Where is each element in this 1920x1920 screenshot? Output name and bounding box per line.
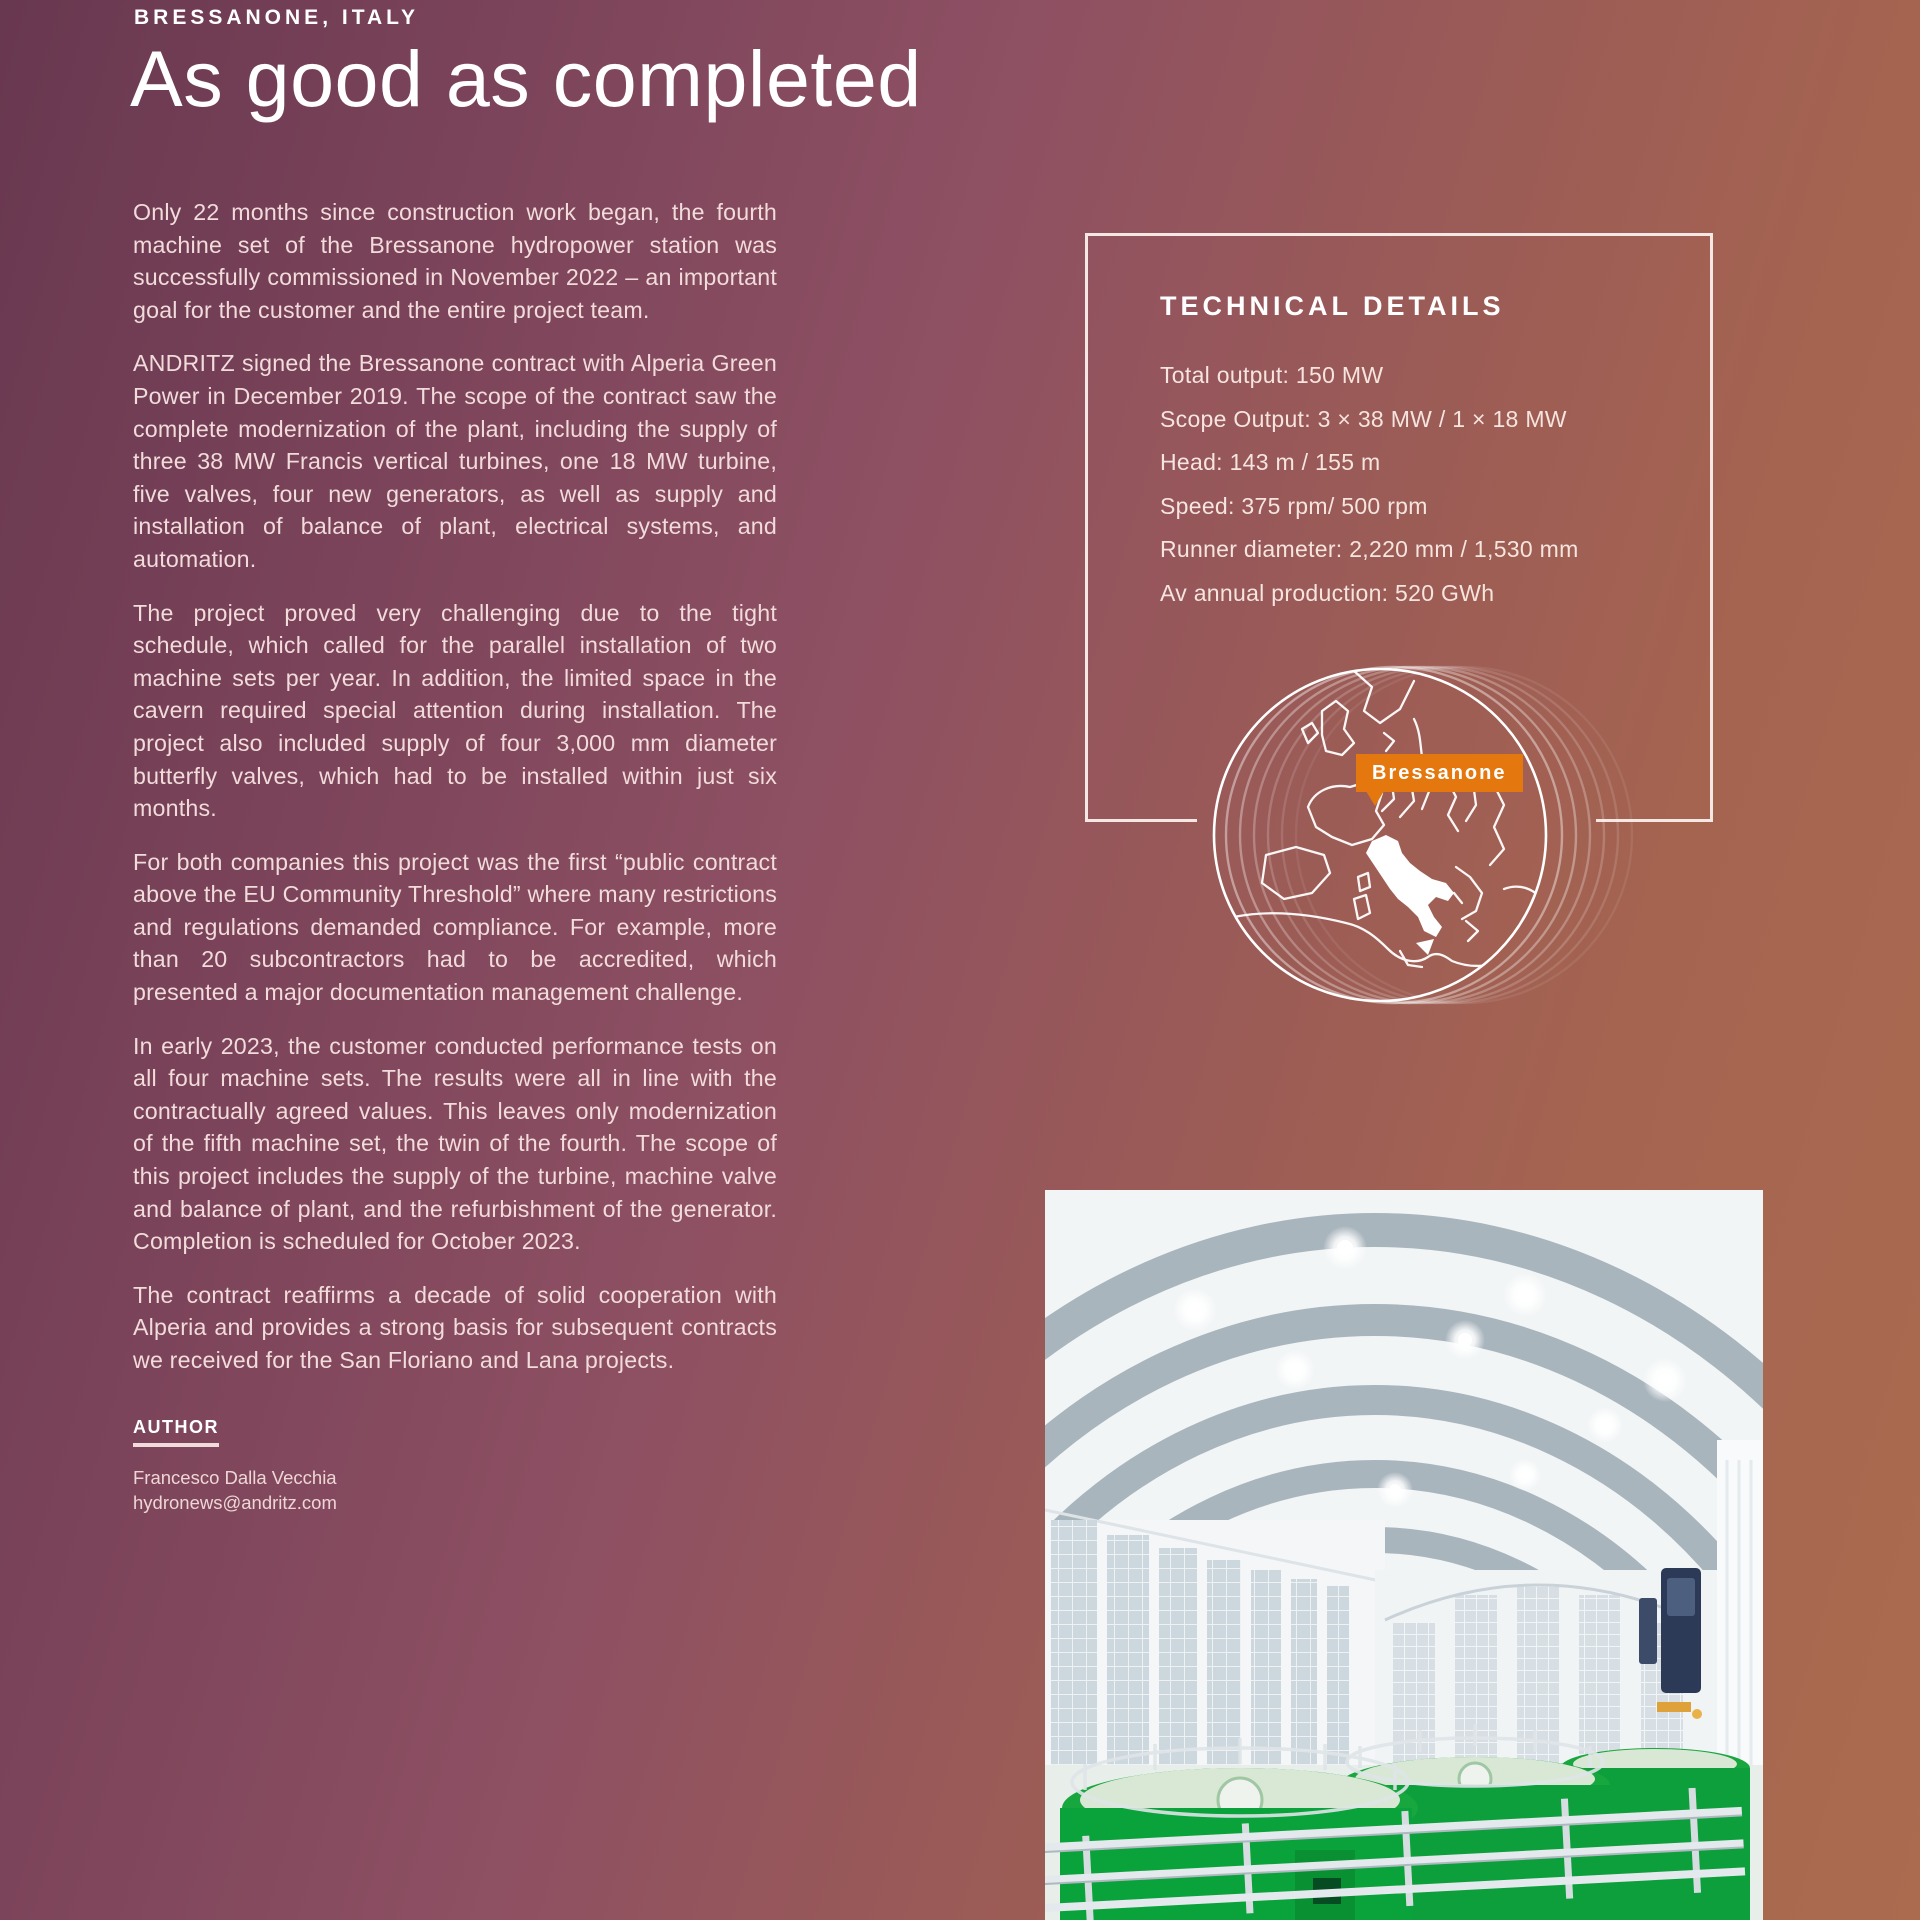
tech-detail-annual-production: Av annual production: 520 GWh	[1160, 579, 1495, 606]
article-paragraph: ANDRITZ signed the Bressanone contract with Alperia Green Power in December 2019. The scope of the contract saw the complete modernization of the plant, including the supply of three 38 MW Francis vertical turbines, one 18 MW turbine, five valves, four new generators, as well as supply and installation of balance of plant, electrical systems, and automation.	[133, 350, 777, 572]
box-border-segment	[1085, 819, 1197, 822]
author-email-link[interactable]: hydronews@andritz.com	[133, 1491, 337, 1513]
page-title: As good as completed	[130, 34, 922, 123]
map-italy-shape	[1366, 835, 1454, 955]
map-pin-pointer	[1366, 791, 1384, 806]
tech-detail-scope-output: Scope Output: 3 × 38 MW / 1 × 18 MW	[1160, 405, 1567, 432]
author-name: Francesco Dalla Vecchia	[133, 1466, 337, 1488]
tech-detail-runner-diameter: Runner diameter: 2,220 mm / 1,530 mm	[1160, 536, 1579, 562]
tech-detail-head: Head: 143 m / 155 m	[1160, 449, 1381, 475]
technical-details-heading: TECHNICAL DETAILS	[1160, 291, 1505, 321]
article-paragraph: The project proved very challenging due to the tight schedule, which called for the parallel installation of two machine sets per year. In addition, the limited space in the cavern required special attention during installation. The project also included supply of four 3,000 mm diameter butterfly valves, which had to be installed within just six months.	[133, 599, 777, 822]
map-circle	[1214, 669, 1546, 1001]
machine-hall-photo	[1045, 1190, 1763, 1920]
article-paragraph: The contract reaffirms a decade of solid cooperation with Alperia and provides a strong basis for subsequent contracts we received for the San Floriano and Lana projects.	[133, 1281, 777, 1373]
map-trail-rings	[1226, 667, 1632, 1003]
map-label-bressanone: Bressanone	[1356, 754, 1523, 792]
author-heading: AUTHOR	[133, 1417, 219, 1447]
tech-detail-speed: Speed: 375 rpm/ 500 rpm	[1160, 492, 1428, 519]
tech-detail-total-output: Total output: 150 MW	[1160, 362, 1384, 388]
article-paragraph: Only 22 months since construction work began, the fourth machine set of the Bressanone hydropower station was successfully commissioned in November 2022 – an important goal for the customer and the entire project team.	[133, 199, 777, 323]
kicker: BRESSANONE, ITALY	[134, 6, 420, 29]
article-body	[133, 196, 777, 1515]
europe-map-graphic	[1204, 659, 1644, 1011]
article-paragraph: In early 2023, the customer conducted performance tests on all four machine sets. The results were all in line with the contractually agreed values. This leaves only modernization of the fifth machine set, the twin of the fourth. The scope of this project includes the supply of the turbine, machine valve and balance of plant, and the refurbishment of the generator. Completion is scheduled for October 2023.	[133, 1032, 777, 1255]
machine-hall-photo-svg	[1045, 1190, 1763, 1920]
article-paragraph: For both companies this project was the first “public contract above the EU Community Threshold” where many restrictions and regulations demanded compliance. For example, more than 20 subcontractors had to be accredited, which presented a major documentation management challenge.	[133, 848, 777, 1006]
europe-map-svg	[1204, 659, 1644, 1011]
author-section	[133, 1417, 777, 1515]
